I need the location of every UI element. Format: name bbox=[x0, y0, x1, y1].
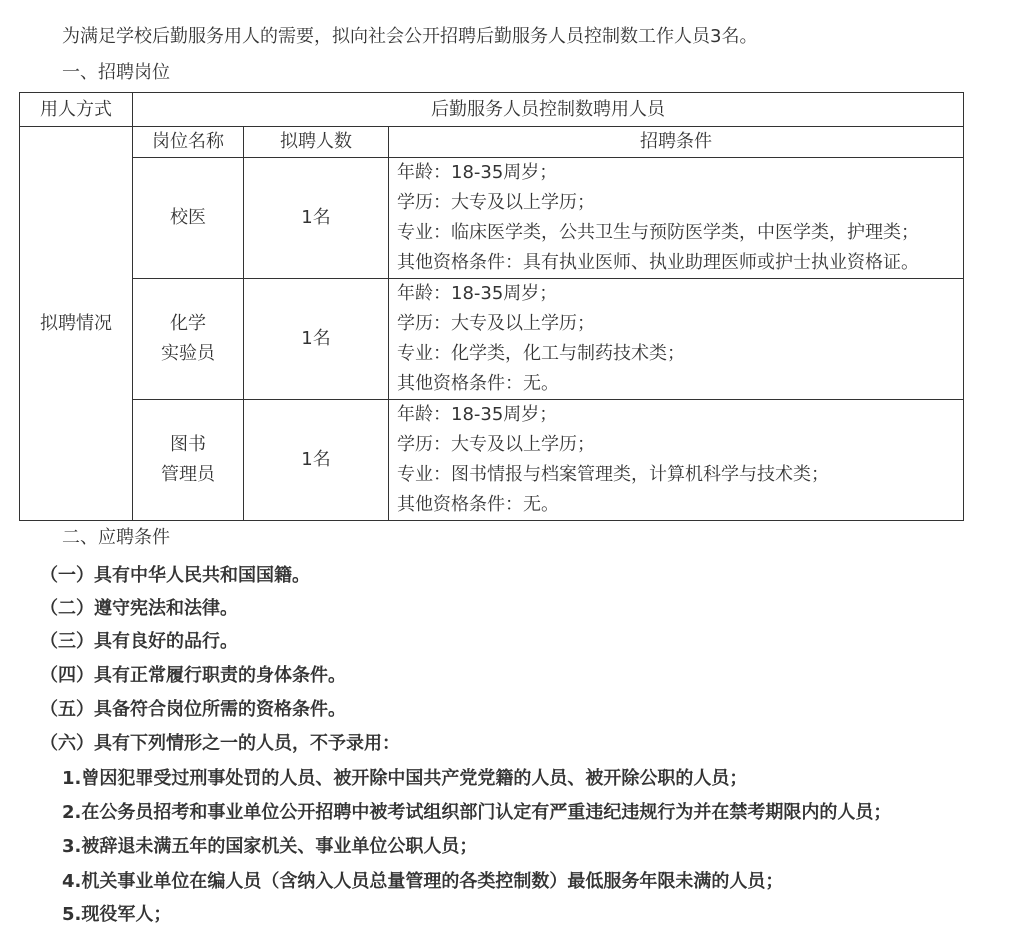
requirement-education: 学历：大专及以上学历； bbox=[397, 434, 595, 455]
condition-item: （二）遵守宪法和法律。 bbox=[40, 598, 238, 619]
requirement-major: 专业：化学类，化工与制药技术类； bbox=[397, 343, 685, 364]
employment-value: 后勤服务人员控制数聘用人员 bbox=[133, 93, 964, 127]
condition-item: （一）具有中华人民共和国国籍。 bbox=[40, 565, 310, 586]
position-name-line1: 图书 bbox=[170, 434, 206, 455]
section-heading-conditions: 二、应聘条件 bbox=[62, 527, 170, 548]
recruitment-table bbox=[19, 92, 964, 521]
position-name bbox=[133, 158, 244, 279]
table-row bbox=[20, 158, 964, 279]
position-requirements bbox=[389, 158, 964, 279]
header-position: 岗位名称 bbox=[133, 127, 244, 158]
employment-label: 用人方式 bbox=[20, 93, 133, 127]
requirement-age: 年龄：18-35周岁； bbox=[397, 404, 558, 425]
exclusion-item: 4.机关事业单位在编人员（含纳入人员总量管理的各类控制数）最低服务年限未满的人员； bbox=[62, 871, 784, 892]
position-name-line1: 校医 bbox=[170, 207, 206, 228]
condition-item: （四）具有正常履行职责的身体条件。 bbox=[40, 665, 346, 686]
intro-paragraph: 为满足学校后勤服务用人的需要，拟向社会公开招聘后勤服务人员控制数工作人员3名。 bbox=[62, 26, 758, 47]
requirement-other: 其他资格条件：无。 bbox=[397, 373, 559, 394]
table-row-employment bbox=[20, 93, 964, 127]
exclusion-item: 1.曾因犯罪受过刑事处罚的人员、被开除中国共产党党籍的人员、被开除公职的人员； bbox=[62, 768, 748, 789]
condition-item: （三）具有良好的品行。 bbox=[40, 631, 238, 652]
position-requirements bbox=[389, 279, 964, 400]
header-count: 拟聘人数 bbox=[244, 127, 389, 158]
table-row bbox=[20, 400, 964, 521]
requirement-other: 其他资格条件：具有执业医师、执业助理医师或护士执业资格证。 bbox=[397, 252, 919, 273]
table-row bbox=[20, 279, 964, 400]
position-requirements bbox=[389, 400, 964, 521]
requirement-major: 专业：临床医学类，公共卫生与预防医学类，中医学类，护理类； bbox=[397, 222, 919, 243]
requirement-major: 专业：图书情报与档案管理类，计算机科学与技术类； bbox=[397, 464, 829, 485]
exclusion-item: 3.被辞退未满五年的国家机关、事业单位公职人员； bbox=[62, 836, 478, 857]
condition-item: （五）具备符合岗位所需的资格条件。 bbox=[40, 699, 346, 720]
requirement-education: 学历：大专及以上学历； bbox=[397, 192, 595, 213]
requirement-other: 其他资格条件：无。 bbox=[397, 494, 559, 515]
requirement-age: 年龄：18-35周岁； bbox=[397, 283, 558, 304]
position-name-line2: 实验员 bbox=[161, 343, 215, 364]
requirement-age: 年龄：18-35周岁； bbox=[397, 162, 558, 183]
position-name-line1: 化学 bbox=[170, 313, 206, 334]
table-header-row bbox=[20, 127, 964, 158]
exclusion-item: 5.现役军人； bbox=[62, 904, 172, 925]
exclusion-item: 2.在公务员招考和事业单位公开招聘中被考试组织部门认定有严重违纪违规行为并在禁考期限内的人员； bbox=[62, 802, 892, 823]
position-count: 1名 bbox=[244, 158, 389, 279]
position-count: 1名 bbox=[244, 400, 389, 521]
condition-item: （六）具有下列情形之一的人员，不予录用： bbox=[40, 733, 400, 754]
position-name bbox=[133, 400, 244, 521]
requirement-education: 学历：大专及以上学历； bbox=[397, 313, 595, 334]
position-count: 1名 bbox=[244, 279, 389, 400]
header-requirements: 招聘条件 bbox=[389, 127, 964, 158]
position-name bbox=[133, 279, 244, 400]
situation-label: 拟聘情况 bbox=[20, 127, 133, 521]
position-name-line2: 管理员 bbox=[161, 464, 215, 485]
section-heading-positions: 一、招聘岗位 bbox=[62, 62, 170, 83]
